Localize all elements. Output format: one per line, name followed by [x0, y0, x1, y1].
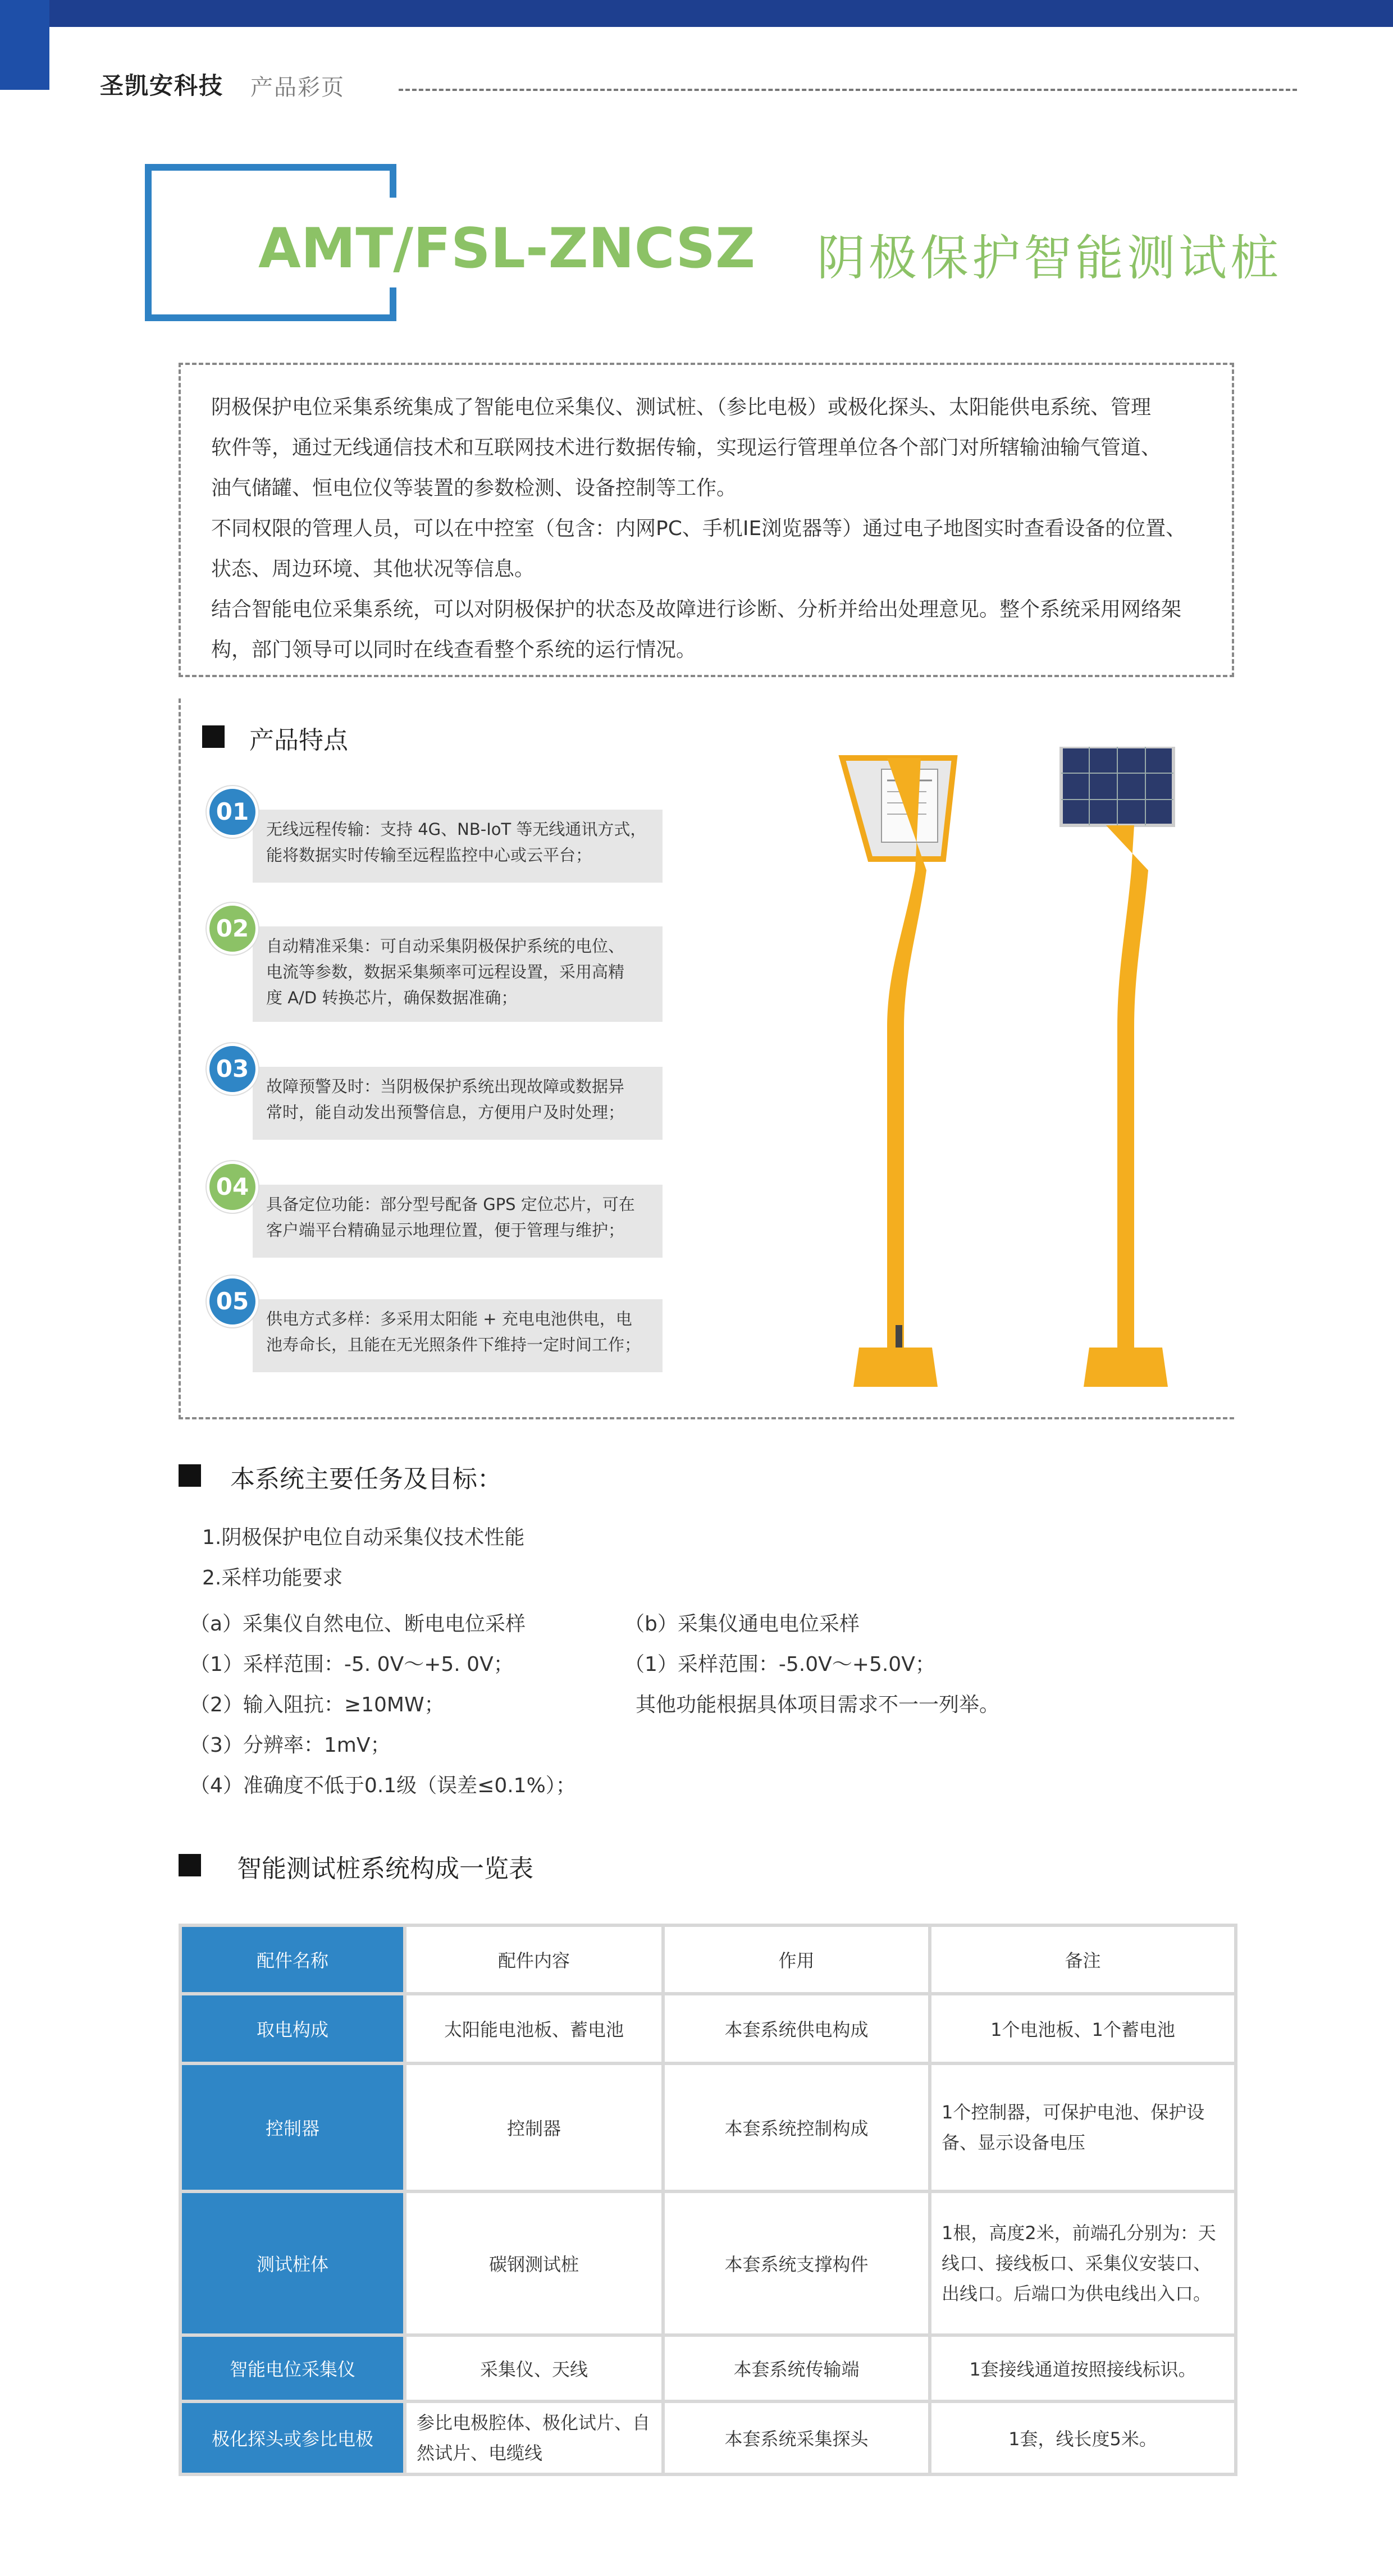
table-cell: 本套系统控制构成: [663, 2063, 930, 2191]
feature-text: [266, 816, 659, 868]
intro-line: 软件等，通过无线通信技术和互联网技术进行数据传输，实现运行管理单位各个部门对所辖输油输气管道、: [211, 436, 1162, 459]
table-title: 智能测试桩系统构成一览表: [237, 1855, 533, 1883]
feature-line: 池寿命长，且能在无光照条件下维持一定时间工作；: [266, 1335, 641, 1354]
feature-line: 电流等参数，数据采集频率可远程设置，采用高精: [266, 962, 625, 981]
table-row: [180, 1994, 1236, 2063]
feature-text: [266, 1306, 659, 1358]
model-number: AMT/FSL-ZNCSZ: [258, 217, 756, 281]
intro-line: 不同权限的管理人员，可以在中控室（包含：内网PC、手机IE浏览器等）通过电子地图实时查看设备的位置、: [211, 517, 1186, 540]
top-bar: [49, 0, 1393, 27]
table-cell-name: 取电构成: [180, 1994, 405, 2063]
table-cell-name: 智能电位采集仪: [180, 2335, 405, 2401]
intro-line: 结合智能电位采集系统，可以对阴极保护的状态及故障进行诊断、分析并给出处理意见。整个系统采用网络架: [211, 598, 1182, 621]
table-row: [180, 2335, 1236, 2401]
product-name: 阴极保护智能测试桩: [817, 230, 1282, 286]
feature-text: [266, 933, 659, 1011]
section-bullet: [179, 1464, 201, 1487]
feature-number: 02: [207, 903, 258, 954]
table-header-cell: 配件内容: [405, 1925, 663, 1994]
table-cell: 1套接线通道按照接线标识。: [930, 2335, 1236, 2401]
table-cell-name: 测试桩体: [180, 2191, 405, 2335]
feature-number: 03: [207, 1043, 258, 1095]
table-cell: 采集仪、天线: [405, 2335, 663, 2401]
title-frame-corner: [390, 164, 396, 198]
feature-line: 度 A/D 转换芯片，确保数据准确；: [266, 988, 518, 1007]
task-spec: （2）输入阻抗：≥10MW；: [190, 1693, 445, 1716]
corner-accent: [0, 0, 49, 90]
table-cell: 1根，高度2米，前端孔分别为：天线口、接线板口、采集仪安装口、出线口。后端口为供电线出入口。: [930, 2191, 1236, 2335]
table-cell: 本套系统支撑构件: [663, 2191, 930, 2335]
table-cell: 碳钢测试桩: [405, 2191, 663, 2335]
feature-line: 能将数据实时传输至远程监控中心或云平台；: [266, 846, 592, 865]
table-cell-name: 极化探头或参比电极: [180, 2401, 405, 2474]
table-row: [180, 2063, 1236, 2191]
intro-line: 油气储罐、恒电位仪等装置的参数检测、设备控制等工作。: [211, 477, 737, 500]
task-spec: （1）采样范围：-5.0V～+5.0V；: [624, 1653, 935, 1676]
task-line: 2.采样功能要求: [202, 1566, 343, 1590]
table-cell: 1个电池板、1个蓄电池: [930, 1994, 1236, 2063]
feature-number: 01: [207, 786, 258, 838]
intro-text: [211, 387, 1211, 670]
table-cell: 太阳能电池板、蓄电池: [405, 1994, 663, 2063]
feature-number: 05: [207, 1276, 258, 1327]
table-header-cell: 配件名称: [180, 1925, 405, 1994]
feature-line: 自动精准采集：可自动采集阴极保护系统的电位、: [266, 937, 625, 956]
task-spec: 其他功能根据具体项目需求不一一列举。: [636, 1693, 1000, 1716]
task-spec: （3）分辨率：1mV；: [190, 1734, 391, 1757]
features-title: 产品特点: [249, 726, 348, 755]
test-pile-right: [1061, 747, 1173, 1387]
table-cell: 本套系统供电构成: [663, 1994, 930, 2063]
section-bullet: [202, 725, 225, 748]
feature-line: 故障预警及时：当阴极保护系统出现故障或数据异: [266, 1077, 625, 1096]
feature-number: 04: [207, 1161, 258, 1213]
feature-text: [266, 1074, 659, 1125]
brand-subtitle: 产品彩页: [250, 75, 345, 101]
test-pile-left: [842, 758, 954, 1387]
table-header-cell: 作用: [663, 1925, 930, 1994]
table-row: [180, 2401, 1236, 2474]
feature-line: 常时，能自动发出预警信息，方便用户及时处理；: [266, 1103, 625, 1122]
task-spec: （b）采集仪通电电位采样: [624, 1613, 860, 1636]
intro-line: 状态、周边环境、其他状况等信息。: [211, 558, 535, 581]
task-line: 1.阴极保护电位自动采集仪技术性能: [202, 1526, 525, 1549]
intro-line: 阴极保护电位采集系统集成了智能电位采集仪、测试桩、（参比电极）或极化探头、太阳能供电系统、管理: [211, 396, 1152, 419]
table-cell: 1套，线长度5米。: [930, 2401, 1236, 2474]
system-table: [179, 1924, 1237, 2476]
table-header-cell: 备注: [930, 1925, 1236, 1994]
table-cell: 控制器: [405, 2063, 663, 2191]
feature-line: 具备定位功能：部分型号配备 GPS 定位芯片，可在: [266, 1195, 635, 1214]
table-cell: 本套系统传输端: [663, 2335, 930, 2401]
task-spec: （4）准确度不低于0.1级（误差≤0.1%）；: [190, 1774, 576, 1797]
table-cell: 1个控制器，可保护电池、保护设备、显示设备电压: [930, 2063, 1236, 2191]
feature-line: 客户端平台精确显示地理位置，便于管理与维护；: [266, 1221, 625, 1240]
feature-line: 无线远程传输：支持 4G、NB-IoT 等无线通讯方式，: [266, 820, 647, 839]
brand-name: 圣凯安科技: [100, 72, 224, 99]
task-spec: （a）采集仪自然电位、断电电位采样: [190, 1613, 526, 1636]
section-bullet: [179, 1854, 201, 1876]
task-spec: （1）采样范围：-5. 0V～+5. 0V；: [190, 1653, 514, 1676]
table-cell-name: 控制器: [180, 2063, 405, 2191]
table-header-row: [180, 1925, 1236, 1994]
product-photo: [820, 747, 1224, 1387]
intro-line: 构，部门领导可以同时在线查看整个系统的运行情况。: [211, 638, 697, 661]
header-divider: [399, 89, 1297, 91]
table-cell: 参比电极腔体、极化试片、自然试片、电缆线: [405, 2401, 663, 2474]
title-frame-corner: [390, 287, 396, 321]
table-row: [180, 2191, 1236, 2335]
table-cell: 本套系统采集探头: [663, 2401, 930, 2474]
feature-text: [266, 1191, 659, 1243]
tasks-title: 本系统主要任务及目标：: [230, 1465, 502, 1493]
feature-line: 供电方式多样：多采用太阳能 + 充电电池供电，电: [266, 1309, 632, 1328]
